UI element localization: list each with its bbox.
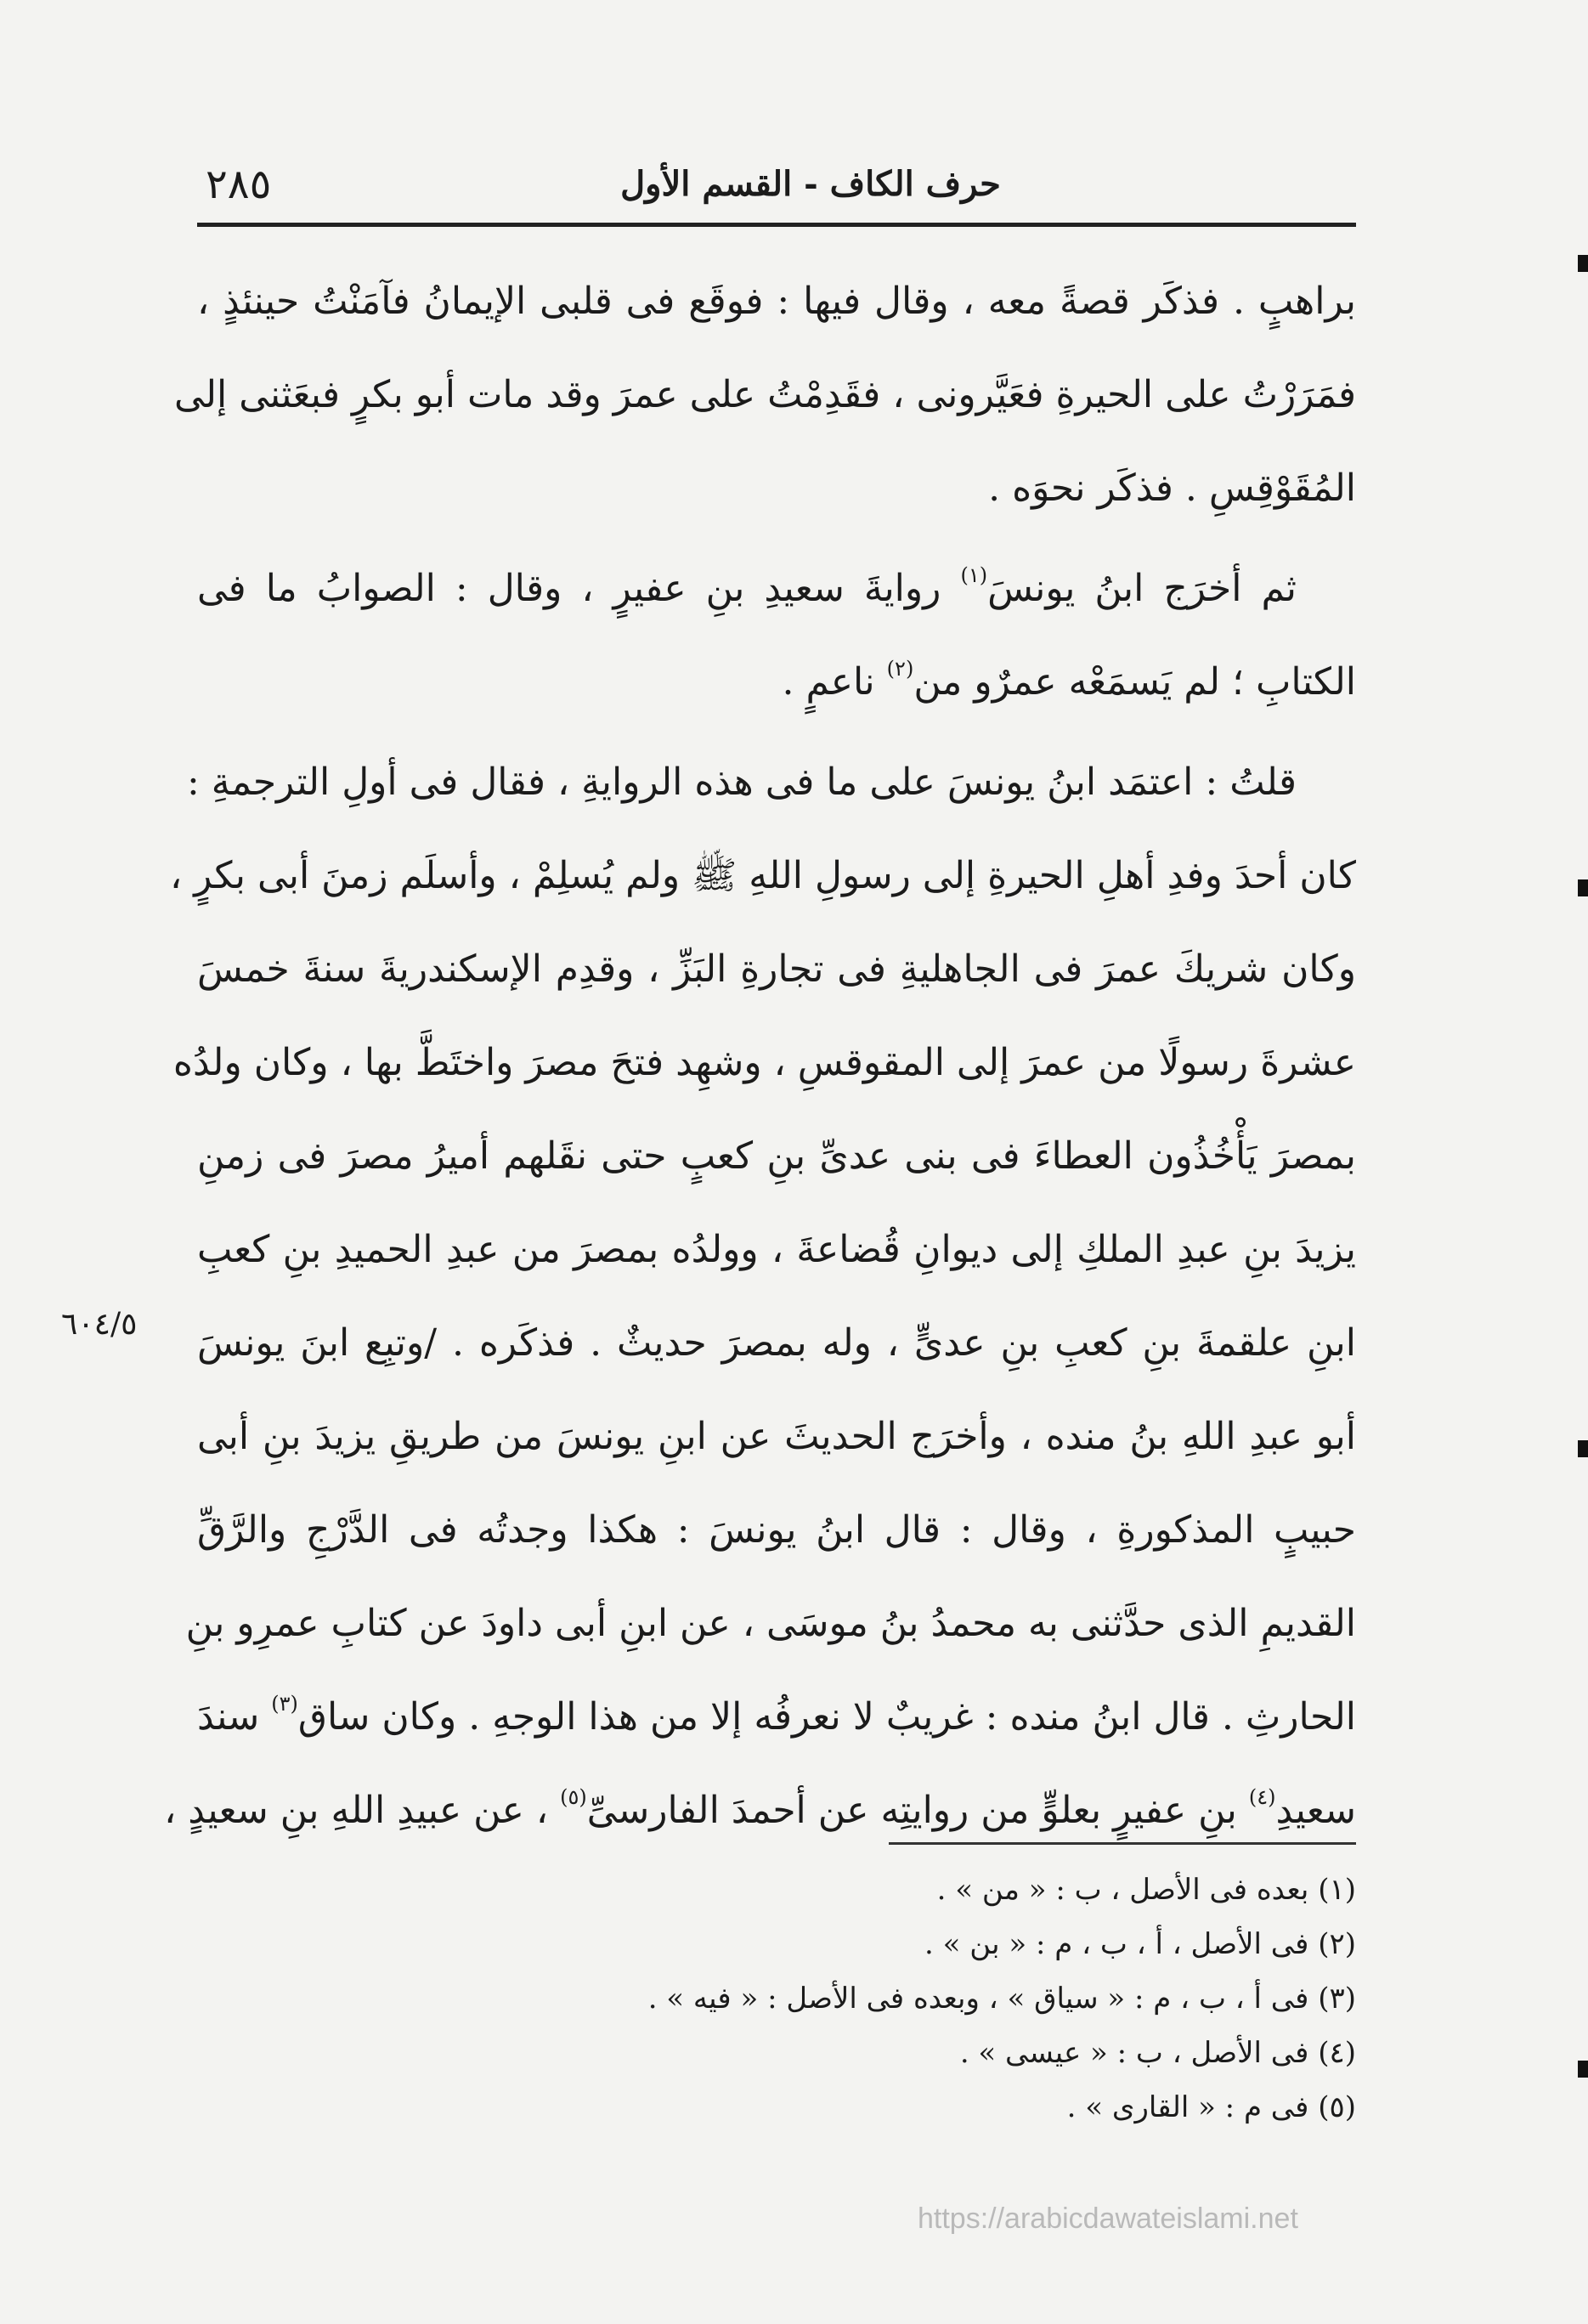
text-segment: سعيدِ bbox=[1275, 1789, 1356, 1832]
text-segment: الكتابِ ؛ لم يَسمَعْه عمرٌو من bbox=[913, 660, 1356, 704]
page-header bbox=[197, 155, 1356, 214]
text-line bbox=[197, 636, 1356, 729]
margin-reference: ٦٠٤/٥ bbox=[61, 1307, 138, 1342]
footnote: (٣) فى أ ، ب ، م : « سياق » ، وبعده فى الأصل : « فيه » . bbox=[647, 1982, 1356, 2016]
text-line bbox=[197, 1671, 1356, 1764]
scan-edge-mark bbox=[1578, 2061, 1588, 2078]
page-number: ٢٨٥ bbox=[206, 161, 272, 208]
scan-edge-mark bbox=[1578, 255, 1588, 272]
paragraph-3 bbox=[164, 736, 1356, 1858]
watermark: https://arabicdawateislami.net bbox=[918, 2202, 1298, 2235]
header-rule bbox=[197, 223, 1356, 227]
footnote-marker: (١) bbox=[960, 563, 988, 587]
scan-edge-mark bbox=[1578, 1440, 1588, 1457]
footnote: (٥) فى م : « القارى » . bbox=[1066, 2090, 1356, 2124]
text-segment: ثم أخرَج ابنُ يونسَ bbox=[987, 567, 1297, 610]
main-text bbox=[164, 255, 1356, 1858]
text-line: القديمِ الذى حدَّثنى به محمدُ بنُ موسَى ، عن ابنِ أبى داودَ عن كتابِ عمرِو بنِ bbox=[185, 1602, 1356, 1645]
text-segment: سندَ bbox=[197, 1695, 260, 1739]
text-line: ابنِ علقمةَ بنِ كعبِ بنِ عدىٍّ ، وله بمصرَ حديثٌ . فذكَره . /وتبِع ابنَ يونسَ bbox=[197, 1321, 1356, 1365]
text-segment: روايةَ سعيدِ بنِ عفيرٍ ، وقال : الصوابُ ما فى bbox=[197, 567, 941, 610]
text-line: بمصرَ يَأْخُذُون العطاءَ فى بنى عدىِّ بنِ كعبٍ حتى نقَلهم أميرُ مصرَ فى زمنِ bbox=[197, 1134, 1356, 1178]
footnote-marker: (٣) bbox=[271, 1692, 298, 1716]
text-line: براهبٍ . فذكَر قصةً معه ، وقال فيها : فوقَع فى قلبى الإيمانُ فآمَنْتُ حينئذٍ ، bbox=[197, 280, 1356, 323]
footnote-marker: (٥) bbox=[560, 1785, 587, 1809]
footnote: (٢) فى الأصل ، أ ، ب ، م : « بن » . bbox=[924, 1927, 1356, 1961]
footnotes bbox=[197, 1863, 1356, 2135]
text-line: فمَرَرْتُ على الحيرةِ فعَيَّرونى ، فقَدِمْتُ على عمرَ وقد مات أبو بكرٍ فبعَثنى إلى bbox=[173, 373, 1356, 416]
text-line: يزيدَ بنِ عبدِ الملكِ إلى ديوانِ قُضاعةَ ، وولدُه بمصرَ من عبدِ الحميدِ بنِ كعبِ bbox=[197, 1228, 1356, 1271]
running-title: حرف الكاف - القسم الأول bbox=[620, 164, 1001, 204]
footnote-marker: (٤) bbox=[1248, 1785, 1276, 1809]
text-line bbox=[197, 542, 1356, 636]
text-line: قلتُ : اعتمَد ابنُ يونسَ على ما فى هذه الروايةِ ، فقال فى أولِ الترجمةِ : bbox=[187, 761, 1297, 804]
text-line: وكان شريكَ عمرَ فى الجاهليةِ فى تجارةِ البَزِّ ، وقدِم الإسكندريةَ سنةَ خمسَ bbox=[197, 947, 1356, 991]
scan-edge-mark bbox=[1578, 879, 1588, 896]
text-segment: ، عن عبيدِ اللهِ بنِ سعيدٍ ، bbox=[164, 1789, 549, 1832]
text-segment: ناعمٍ . bbox=[782, 660, 875, 704]
text-segment: الحارثِ . قال ابنُ منده : غريبٌ لا نعرفُه إلا من هذا الوجهِ . وكان ساق bbox=[297, 1695, 1356, 1739]
footnote-marker: (٢) bbox=[886, 657, 914, 681]
footnote-rule bbox=[889, 1842, 1356, 1845]
paragraph-2 bbox=[197, 542, 1356, 729]
footnote: (٤) فى الأصل ، ب : « عيسى » . bbox=[959, 2036, 1356, 2070]
footnote: (١) بعده فى الأصل ، ب : « من » . bbox=[936, 1873, 1356, 1907]
text-line: أبو عبدِ اللهِ بنُ منده ، وأخرَج الحديثَ عن ابنِ يونسَ من طريقِ يزيدَ بنِ أبى bbox=[197, 1415, 1356, 1458]
paragraph-1 bbox=[173, 255, 1356, 535]
text-line: كان أحدَ وفدِ أهلِ الحيرةِ إلى رسولِ اللهِ ﷺ ولم يُسلِمْ ، وأسلَم زمنَ أبى بكرٍ ، bbox=[170, 854, 1356, 897]
text-line: المُقَوْقِسِ . فذكَر نحوَه . bbox=[988, 466, 1356, 510]
text-line: عشرةَ رسولًا من عمرَ إلى المقوقسِ ، وشهِد فتحَ مصرَ واختَطَّ بها ، وكان ولدُه bbox=[172, 1041, 1356, 1084]
text-line: حبيبٍ المذكورةِ ، وقال : قال ابنُ يونسَ : هكذا وجدتُه فى الدَّرْجِ والرَّقِّ bbox=[197, 1508, 1356, 1552]
text-segment: بنِ عفيرٍ بعلوٍّ من روايتِه عن أحمدَ الفارسىِّ bbox=[586, 1789, 1237, 1832]
